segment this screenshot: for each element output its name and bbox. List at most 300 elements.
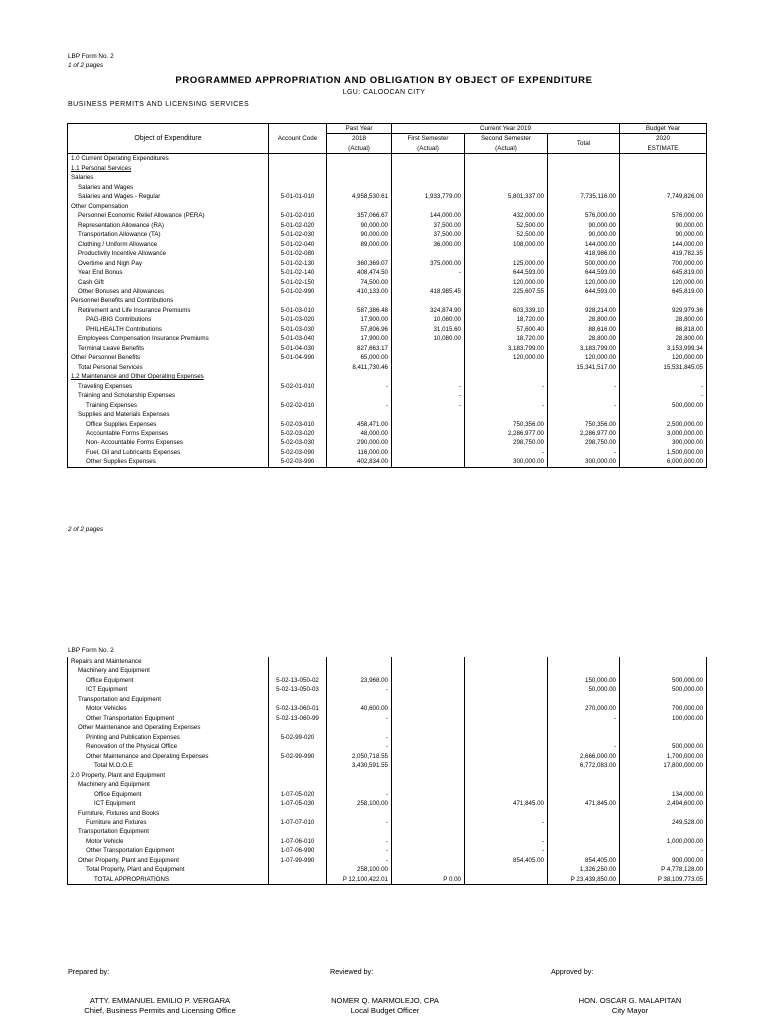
object-cell: Other Bonuses and Allowances [68,287,269,296]
total-cell: 144,000.00 [548,240,620,249]
header-second-actual: (Actual) [465,144,548,154]
second-semester-cell [465,771,548,780]
total-cell: 928,214.00 [548,306,620,315]
budget-year-cell: 929,979.36 [620,306,707,315]
account-code-cell: 1-07-99-990 [269,856,327,865]
second-semester-cell [465,780,548,789]
account-code-cell [269,771,327,780]
past-year-cell [327,827,392,836]
total-cell: 120,000.00 [548,278,620,287]
past-year-cell: 290,000.00 [327,438,392,447]
prepared-by-label: Prepared by: [68,967,110,976]
table-row [68,790,707,799]
total-cell: - [548,742,620,751]
total-cell: 2,286,977.00 [548,429,620,438]
budget-year-cell [620,733,707,742]
budget-year-cell: 17,800,000.00 [620,761,707,770]
header-budget-2020: 2020 [620,134,707,144]
expenditure-table-page1 [67,123,707,468]
table-row [68,761,707,770]
total-cell: 90,000.00 [548,230,620,239]
budget-year-cell: 645,819.00 [620,287,707,296]
object-cell: Personnel Benefits and Contributions [68,296,269,305]
past-year-cell: 23,968.00 [327,676,392,685]
total-cell [548,733,620,742]
past-year-cell [327,173,392,182]
object-cell: 1.0 Current Operating Expenditures [68,154,269,164]
past-year-cell: - [327,790,392,799]
total-cell: 28,800.00 [548,334,620,343]
account-code-cell [269,164,327,173]
first-semester-cell: 37,500.00 [392,230,465,239]
past-year-cell [327,202,392,211]
total-cell: - [548,714,620,723]
total-cell: 300,000.00 [548,457,620,467]
second-semester-cell: 125,000.00 [465,259,548,268]
first-semester-cell [392,846,465,855]
object-cell: Clothing / Uniform Allowance [68,240,269,249]
object-cell: Machinery and Equipment [68,780,269,789]
second-semester-cell [465,657,548,666]
total-cell: 88,616.00 [548,325,620,334]
total-cell [548,809,620,818]
account-code-cell: 5-02-13-050-03 [269,685,327,694]
account-code-cell [269,865,327,874]
reviewed-by-label: Reviewed by: [330,967,374,976]
reviewed-name: NOMER Q. MARMOLEJO, CPA [331,996,439,1005]
object-cell: 2.0 Property, Plant and Equipment [68,771,269,780]
past-year-cell: 258,100.00 [327,799,392,808]
table-row [68,704,707,713]
budget-year-cell: 500,000.00 [620,676,707,685]
budget-year-cell: - [620,846,707,855]
table-row [68,723,707,732]
budget-year-cell: 90,000.00 [620,221,707,230]
first-semester-cell [392,742,465,751]
second-semester-cell: 298,750.00 [465,438,548,447]
past-year-cell [327,296,392,305]
past-year-cell [327,780,392,789]
table-row [68,846,707,855]
header-budget-estimate: ESTIMATE [620,144,707,154]
first-semester-cell: 144,000.00 [392,211,465,220]
second-semester-cell: 52,500.00 [465,230,548,239]
past-year-cell: 116,000.00 [327,448,392,457]
page-count: 1 of 2 pages [68,62,104,69]
account-code-cell: 5-01-03-040 [269,334,327,343]
second-semester-cell [465,865,548,874]
table-row [68,780,707,789]
first-semester-cell [392,420,465,429]
header-budget-year: Budget Year [620,124,707,134]
account-code-cell [269,761,327,770]
object-cell: Total Personal Services [68,363,269,372]
total-cell: 120,000.00 [548,353,620,362]
second-semester-cell [465,372,548,381]
account-code-cell: 5-02-13-060-99 [269,714,327,723]
first-semester-cell [392,827,465,836]
past-year-cell: - [327,401,392,410]
budget-year-cell: 134,000.00 [620,790,707,799]
second-semester-cell [465,723,548,732]
past-year-cell: - [327,742,392,751]
total-cell [548,723,620,732]
first-semester-cell [392,410,465,419]
past-year-cell: 360,369.07 [327,259,392,268]
total-cell [548,666,620,675]
past-year-cell [327,666,392,675]
account-code-cell [269,202,327,211]
past-year-cell [327,154,392,164]
past-year-cell: 587,386.48 [327,306,392,315]
second-semester-cell: 471,845.00 [465,799,548,808]
first-semester-cell [392,657,465,666]
first-semester-cell [392,353,465,362]
second-semester-cell [465,183,548,192]
first-semester-cell [392,837,465,846]
total-cell [548,818,620,827]
total-cell [548,657,620,666]
account-code-cell [269,723,327,732]
account-code-cell: 5-02-02-010 [269,401,327,410]
object-cell: Printing and Publication Expenses [68,733,269,742]
object-cell: Other Transportation Equipment [68,714,269,723]
page-count-2: 2 of 2 pages [68,526,104,533]
object-cell: PAG-IBIG Contributions [68,315,269,324]
object-cell: ICT Equipment [68,799,269,808]
first-semester-cell [392,363,465,372]
first-semester-cell [392,761,465,770]
table-row [68,799,707,808]
account-code-cell [269,875,327,885]
total-cell [548,173,620,182]
table-row [68,752,707,761]
past-year-cell: - [327,733,392,742]
budget-year-cell: P 38,109,773.05 [620,875,707,885]
table-row [68,676,707,685]
object-cell: Office Equipment [68,790,269,799]
total-cell: 854,405.00 [548,856,620,865]
account-code-cell: 5-02-13-050-02 [269,676,327,685]
budget-year-cell: 500,000.00 [620,401,707,410]
account-code-cell: 5-01-01-010 [269,192,327,201]
table-row [68,278,707,287]
second-semester-cell [465,154,548,164]
first-semester-cell [392,809,465,818]
object-cell: Other Maintenance and Operating Expenses [68,723,269,732]
total-cell: 90,000.00 [548,221,620,230]
object-cell: Other Supplies Expenses [68,457,269,467]
budget-year-cell: 419,782.35 [620,249,707,258]
account-code-cell: 5-01-03-030 [269,325,327,334]
account-code-cell: 5-01-03-010 [269,306,327,315]
table-row [68,192,707,201]
budget-year-cell: 2,494,600.00 [620,799,707,808]
object-cell: 1.1 Personal Services [68,164,269,173]
account-code-cell [269,657,327,666]
table-row [68,344,707,353]
object-cell: Fuel, Oil and Lubricants Expenses [68,448,269,457]
account-code-cell: 1-07-05-030 [269,799,327,808]
second-semester-cell [465,875,548,885]
account-code-cell: 5-02-13-060-01 [269,704,327,713]
past-year-cell: 2,050,718.55 [327,752,392,761]
second-semester-cell [465,790,548,799]
budget-year-cell [620,666,707,675]
table-row [68,240,707,249]
object-cell: Office Supplies Expenses [68,420,269,429]
total-cell: - [548,401,620,410]
total-cell [548,372,620,381]
second-semester-cell: 3,183,799.00 [465,344,548,353]
budget-year-cell: - [620,382,707,391]
account-code-cell: 5-01-02-020 [269,221,327,230]
object-cell: Motor Vehicle [68,837,269,846]
account-code-cell: 5-01-04-990 [269,353,327,362]
first-semester-cell: - [392,268,465,277]
first-semester-cell: - [392,401,465,410]
past-year-cell: 74,500.00 [327,278,392,287]
object-cell: Traveling Expenses [68,382,269,391]
first-semester-cell [392,344,465,353]
account-code-cell: 5-01-04-030 [269,344,327,353]
first-semester-cell [392,799,465,808]
past-year-cell [327,372,392,381]
past-year-cell: - [327,856,392,865]
table-row [68,401,707,410]
total-cell: 270,000.00 [548,704,620,713]
budget-year-cell [620,173,707,182]
first-semester-cell [392,695,465,704]
second-semester-cell: 57,600.40 [465,325,548,334]
first-semester-cell [392,173,465,182]
table-row [68,382,707,391]
first-semester-cell: P 0.00 [392,875,465,885]
header-total: Total [548,134,620,154]
table-row [68,448,707,457]
first-semester-cell [392,154,465,164]
past-year-cell [327,183,392,192]
total-cell: - [548,448,620,457]
header-account-code: Account Code [269,124,327,154]
account-code-cell: 5-02-03-990 [269,457,327,467]
budget-year-cell: 2,500,000.00 [620,420,707,429]
total-cell [548,183,620,192]
header-past-2018: 2018 [327,134,392,144]
prepared-title: Chief, Business Permits and Licensing Office [84,1006,236,1015]
table-row [68,183,707,192]
object-cell: Transportation Equipment [68,827,269,836]
account-code-cell: 5-02-03-010 [269,420,327,429]
second-semester-cell: 5,801,337.00 [465,192,548,201]
budget-year-cell [620,154,707,164]
past-year-cell: - [327,837,392,846]
past-year-cell [327,695,392,704]
account-code-cell [269,372,327,381]
second-semester-cell: - [465,818,548,827]
budget-year-cell [620,410,707,419]
past-year-cell [327,249,392,258]
object-cell: Machinery and Equipment [68,666,269,675]
first-semester-cell [392,666,465,675]
first-semester-cell [392,457,465,467]
budget-year-cell: 1,000,000.00 [620,837,707,846]
table-row [68,230,707,239]
budget-year-cell: 90,000.00 [620,230,707,239]
second-semester-cell: 18,720.00 [465,315,548,324]
table-row [68,837,707,846]
object-cell: Training Expenses [68,401,269,410]
second-semester-cell: 644,593.00 [465,268,548,277]
table-row [68,420,707,429]
first-semester-cell [392,296,465,305]
object-cell: Accountable Forms Expenses [68,429,269,438]
past-year-cell [327,410,392,419]
table-row [68,221,707,230]
second-semester-cell: - [465,846,548,855]
object-cell: Retirement and Life Insurance Premiums [68,306,269,315]
total-cell: 2,666,000.00 [548,752,620,761]
total-cell [548,391,620,400]
account-code-cell: 5-01-02-080 [269,249,327,258]
second-semester-cell [465,249,548,258]
account-code-cell [269,695,327,704]
past-year-cell: 8,411,730.46 [327,363,392,372]
header-first-semester: First Semester [392,134,465,144]
total-cell [548,296,620,305]
account-code-cell: 1-07-06-990 [269,846,327,855]
first-semester-cell: 1,933,779.00 [392,192,465,201]
second-semester-cell: 750,356.00 [465,420,548,429]
table-row [68,733,707,742]
budget-year-cell: 1,500,000.00 [620,448,707,457]
budget-year-cell: 700,000.00 [620,704,707,713]
account-code-cell [269,780,327,789]
total-cell: 7,735,116.00 [548,192,620,201]
first-semester-cell [392,856,465,865]
object-cell: Salaries and Wages - Regular [68,192,269,201]
past-year-cell: 65,000.00 [327,353,392,362]
table-row [68,372,707,381]
expenditure-table-page2 [67,657,707,885]
table-row [68,202,707,211]
first-semester-cell: 10,080.00 [392,315,465,324]
object-cell: Total M.O.O.E [68,761,269,770]
object-cell: Other Compensation [68,202,269,211]
header-first-actual: (Actual) [392,144,465,154]
account-code-cell: 5-02-03-030 [269,438,327,447]
object-cell: Other Property, Plant and Equipment [68,856,269,865]
object-cell: PHILHEALTH Contributions [68,325,269,334]
first-semester-cell [392,865,465,874]
first-semester-cell [392,752,465,761]
account-code-cell: 5-01-02-990 [269,287,327,296]
second-semester-cell [465,752,548,761]
second-semester-cell: 2,286,977.00 [465,429,548,438]
first-semester-cell [392,704,465,713]
budget-year-cell: P 4,778,128.00 [620,865,707,874]
total-cell [548,154,620,164]
table-row [68,818,707,827]
second-semester-cell: 225,607.55 [465,287,548,296]
past-year-cell: 408,474.50 [327,268,392,277]
object-cell: Renovation of the Physical Office [68,742,269,751]
budget-year-cell [620,202,707,211]
first-semester-cell [392,278,465,287]
second-semester-cell [465,695,548,704]
second-semester-cell [465,676,548,685]
first-semester-cell: 324,874.90 [392,306,465,315]
past-year-cell [327,809,392,818]
object-cell: Employees Compensation Insurance Premiums [68,334,269,343]
object-cell: 1.2 Maintenance and Other Operating Expenses [68,372,269,381]
second-semester-cell: 603,339.10 [465,306,548,315]
reviewed-title: Local Budget Officer [350,1006,420,1015]
account-code-cell: 1-07-06-010 [269,837,327,846]
budget-year-cell: 500,000.00 [620,685,707,694]
header-second-semester: Second Semester [465,134,548,144]
first-semester-cell [392,429,465,438]
budget-year-cell: 28,800.00 [620,334,707,343]
budget-year-cell: 300,000.00 [620,438,707,447]
first-semester-cell [392,438,465,447]
past-year-cell: 48,000.00 [327,429,392,438]
budget-year-cell: 6,000,000.00 [620,457,707,467]
form-number: LBP Form No. 2 [68,53,114,60]
second-semester-cell [465,714,548,723]
total-cell: 298,750.00 [548,438,620,447]
total-cell [548,410,620,419]
total-cell: 750,356.00 [548,420,620,429]
account-code-cell [269,173,327,182]
account-code-cell [269,363,327,372]
object-cell: Furniture and Fixtures [68,818,269,827]
first-semester-cell [392,685,465,694]
table-row [68,268,707,277]
table-row [68,315,707,324]
budget-year-cell: 144,000.00 [620,240,707,249]
second-semester-cell [465,164,548,173]
table-row [68,249,707,258]
budget-year-cell: 120,000.00 [620,278,707,287]
account-code-cell [269,666,327,675]
header-past-year: Past Year [327,124,392,134]
total-cell: 500,000.00 [548,259,620,268]
past-year-cell: 258,100.00 [327,865,392,874]
table-row [68,865,707,874]
budget-year-cell: 120,000.00 [620,353,707,362]
second-semester-cell [465,410,548,419]
object-cell: Salaries [68,173,269,182]
budget-year-cell: 3,000,000.00 [620,429,707,438]
account-code-cell [269,410,327,419]
budget-year-cell: 900,000.00 [620,856,707,865]
table-row [68,296,707,305]
second-semester-cell: - [465,837,548,846]
past-year-cell [327,657,392,666]
total-cell: 644,593.00 [548,268,620,277]
total-cell: 28,800.00 [548,315,620,324]
first-semester-cell [392,448,465,457]
total-cell: 150,000.00 [548,676,620,685]
total-cell: 418,986.00 [548,249,620,258]
second-semester-cell: - [465,401,548,410]
object-cell: Representation Allowance (RA) [68,221,269,230]
past-year-cell: 402,834.00 [327,457,392,467]
office-name: BUSINESS PERMITS AND LICENSING SERVICES [68,101,250,108]
prepared-name: ATTY. EMMANUEL EMILIO P. VERGARA [89,996,231,1005]
total-cell [548,164,620,173]
